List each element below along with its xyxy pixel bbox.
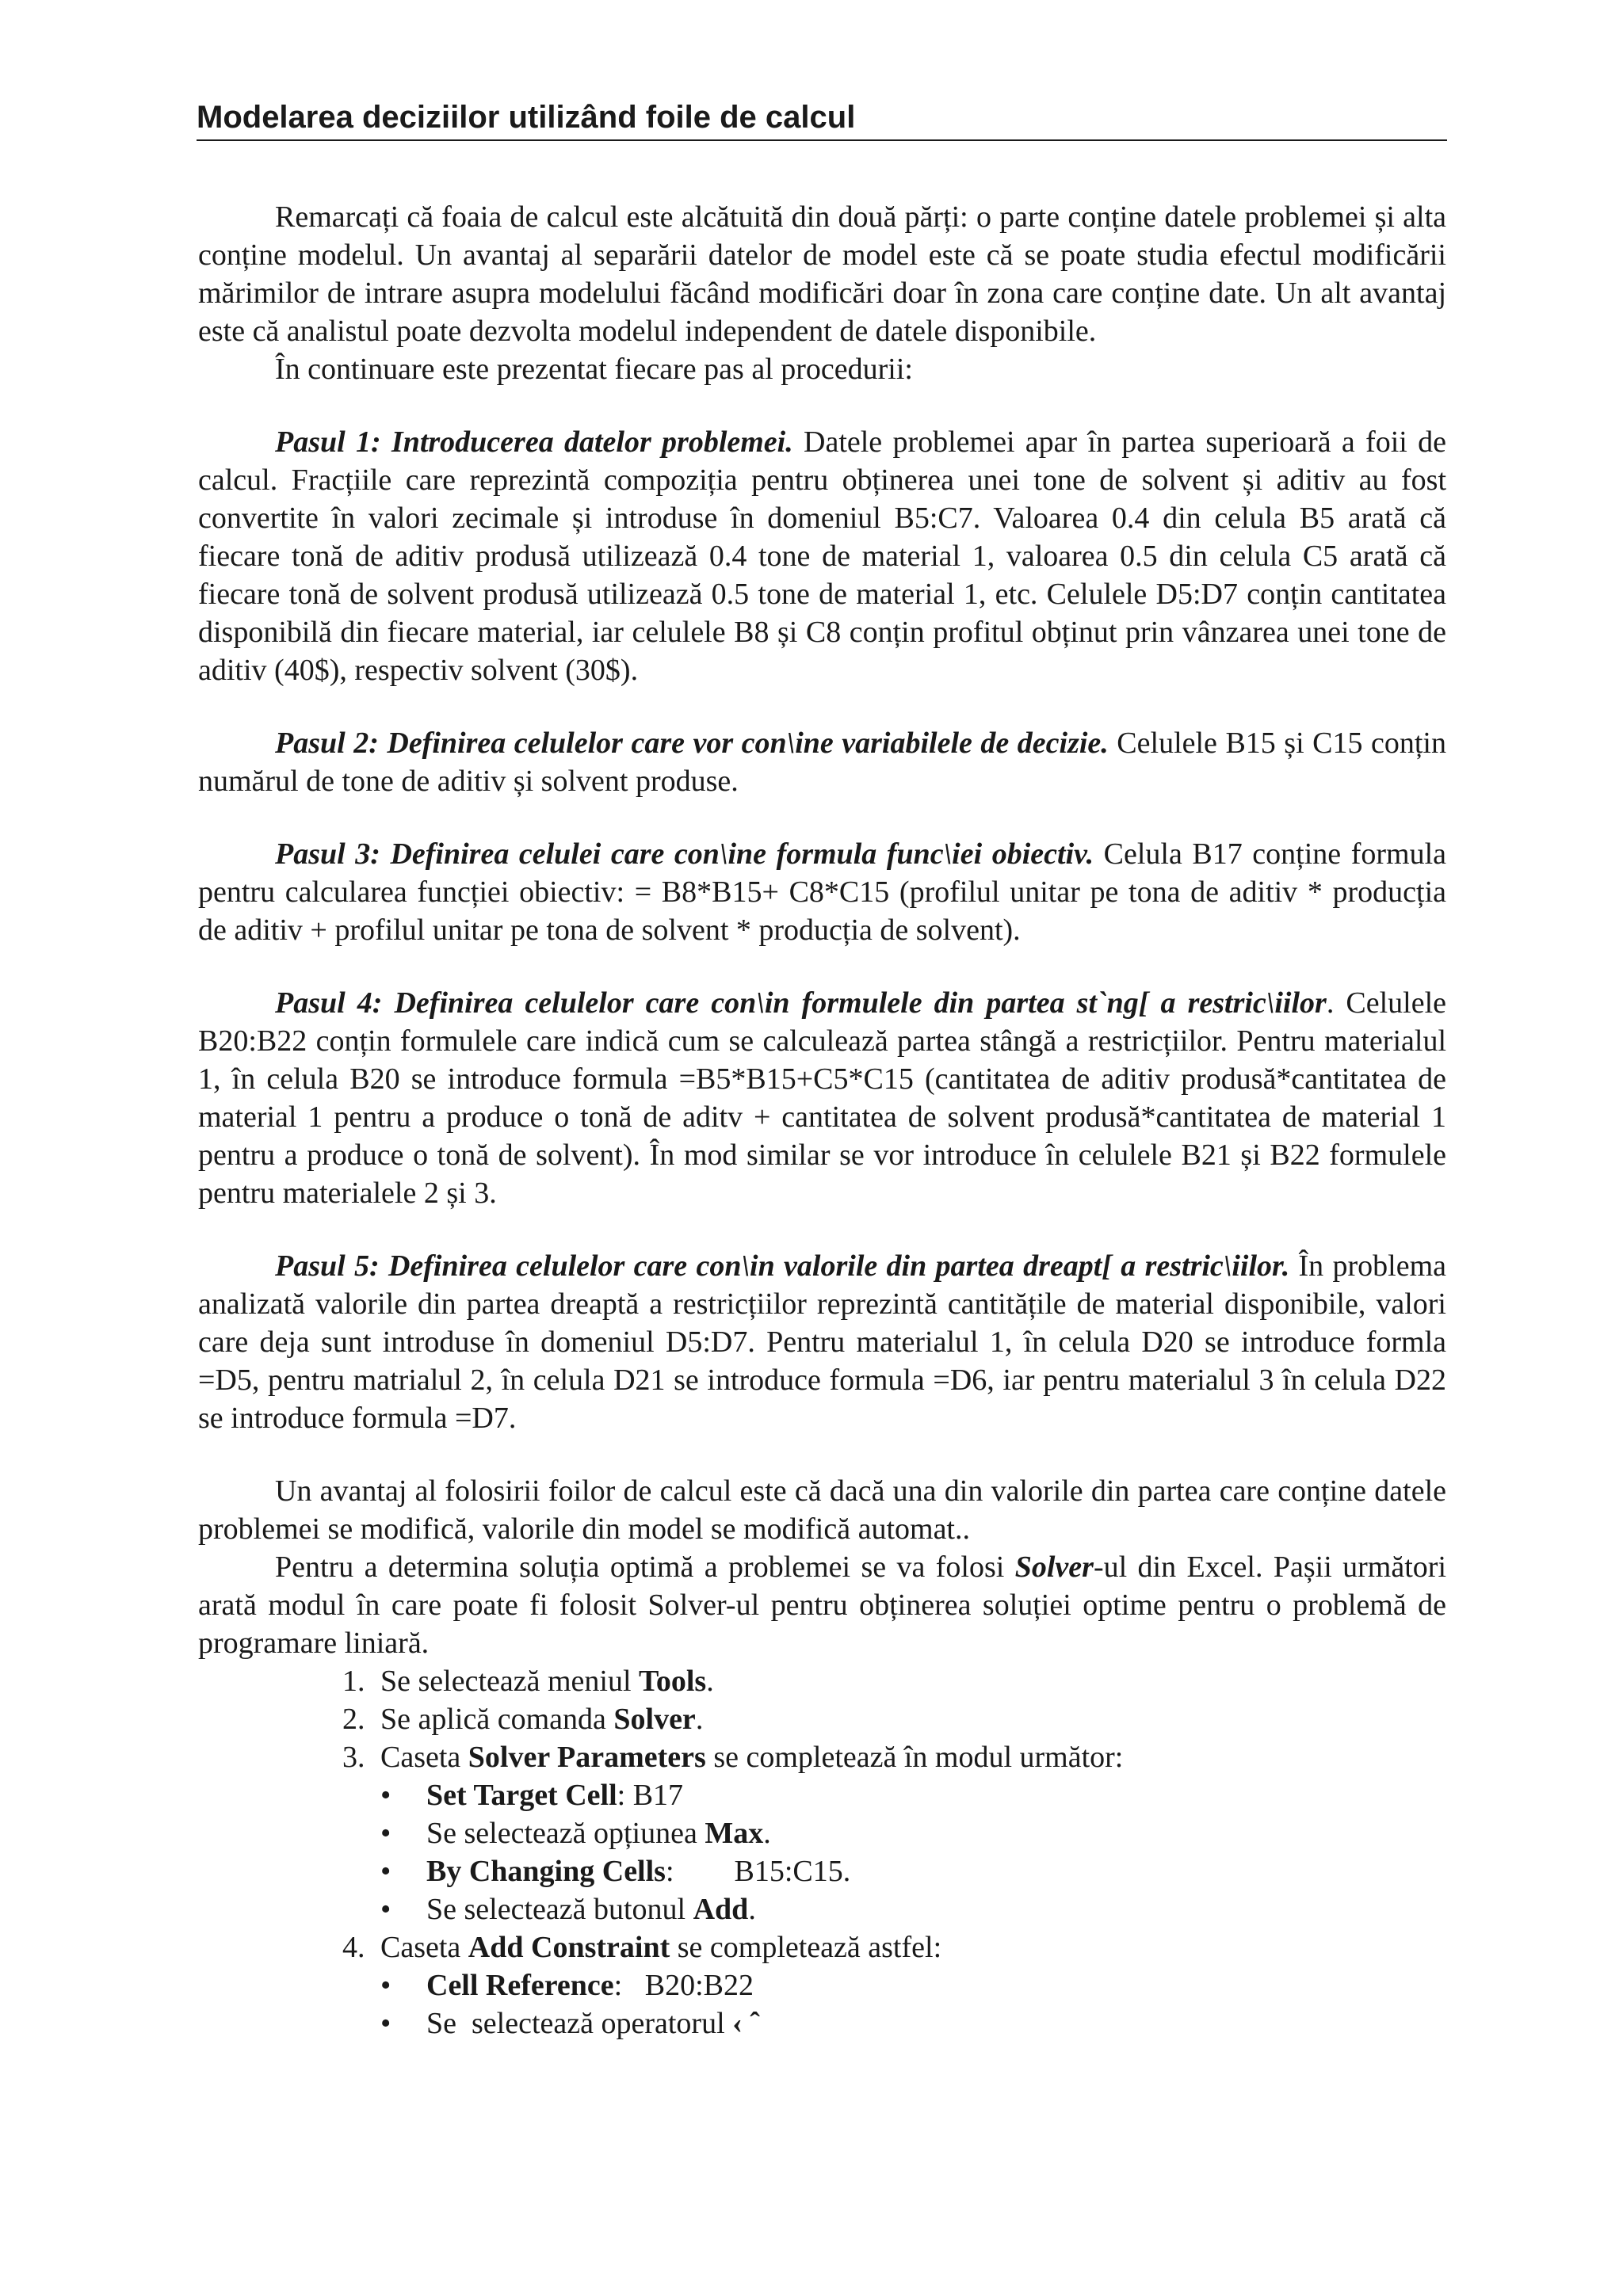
cell-reference-label: Cell Reference <box>426 1969 614 2002</box>
list-item-tools: 1. Se selectează meniul Tools. <box>372 1662 1446 1700</box>
header-rule <box>197 139 1447 141</box>
step-3-text: Celula B17 conține formula pentru calcularea funcției obiectiv: = B8*B15+ C8*C15 (profilul unitar pe tona de aditiv * producția de aditiv + profilul unitar pe tona de solvent * producția de solvent). <box>198 837 1446 947</box>
step-5-text: În problema analizată valorile din partea dreaptă a restricțiilor reprezintă cantitățile de material disponibile, valori care deja sunt introduse în domeniul D5:D7. Pentru materialul 1, în celula D20 se introduce formla =D5, pentru matrialul 2, în celula D21 se introduce formula =D6, iar pentru materialul 3 în celula D22 se introduce formula =D7. <box>198 1249 1446 1435</box>
step-2-heading: Pasul 2: Definirea celulelor care vor con\ine variabilele de decizie. <box>275 727 1109 760</box>
changing-cells-label: By Changing Cells <box>426 1855 666 1888</box>
intro-procedure-line: În continuare este prezentat fiecare pas al procedurii: <box>275 353 913 386</box>
sub-item-set-target-cell: • Set Target Cell: B17 <box>380 1776 1446 1814</box>
step-2-paragraph <box>198 724 1446 800</box>
sub-item-add: • Se selectează butonul Add. <box>380 1890 1446 1928</box>
step-5-paragraph <box>198 1247 1446 1437</box>
add-constraint-sublist <box>380 1966 1446 2042</box>
list-item-solver-parameters: 3. Caseta Solver Parameters se completează în modul următor: • Set Target Cell: B17 • Se selectează opțiunea Max. • By Changing Cells: B15:C15. • Se selectează butonul Add. <box>372 1738 1446 1928</box>
max-option-label: Max <box>705 1817 764 1850</box>
list-item-add-constraint: 4. Caseta Add Constraint se completează astfel: • Cell Reference: B20:B22 • Se selectează operatorul ‹ ˆ <box>372 1928 1446 2042</box>
solver-command-label: Solver <box>613 1703 696 1736</box>
intro-paragraph: Remarcați că foaia de calcul este alcătuită din două părți: o parte conține datele problemei și alta conține modelul. Un avantaj al separării datelor de model este că se poate studia efectul modificării mărimilor de intrare asupra modelului făcând modificări doar în zona care conține date. Un alt avantaj este că analistul poate dezvolta modelul independent de datele disponibile. <box>198 200 1446 348</box>
sub-item-operator: • Se selectează operatorul ‹ ˆ <box>380 2004 1446 2042</box>
step-1-heading: Pasul 1: Introducerea datelor problemei. <box>275 425 793 459</box>
solver-parameters-label: Solver Parameters <box>468 1741 706 1774</box>
set-target-cell-label: Set Target Cell <box>426 1779 617 1812</box>
step-1-text: Datele problemei apar în partea superioară a foii de calcul. Fracțiile care reprezintă compoziția pentru obținerea unei tone de solvent și aditiv au fost convertite în valori zecimale și introduse în domeniul B5:C7. Valoarea 0.4 din celula B5 arată că fiecare tonă de aditiv produsă utilizează 0.4 tone de material 1, valoarea 0.5 din celula C5 arată că fiecare tonă de solvent produsă utilizează 0.5 tone de material 1, etc. Celulele D5:D7 conțin cantitatea disponibilă din fiecare material, iar celulele B8 și C8 conțin profitul obținut prin vânzarea unei tone de aditiv (40$), respectiv solvent (30$). <box>198 425 1446 687</box>
step-5-heading: Pasul 5: Definirea celulelor care con\in valorile din partea dreapt[ a restric\iilor. <box>275 1249 1290 1283</box>
add-constraint-label: Add Constraint <box>468 1931 670 1964</box>
step-2-text: Celulele B15 și C15 conțin numărul de tone de aditiv și solvent produse. <box>198 727 1446 798</box>
running-header: Modelarea deciziilor utilizând foile de calcul <box>197 100 856 135</box>
step-4-paragraph <box>198 984 1446 1212</box>
operator-symbol: ‹ ˆ <box>732 2007 760 2040</box>
sub-item-changing-cells: • By Changing Cells: B15:C15. <box>380 1852 1446 1890</box>
tools-menu-label: Tools <box>639 1665 707 1698</box>
add-button-label: Add <box>693 1893 749 1926</box>
step-1-paragraph <box>198 423 1446 689</box>
solver-paragraph <box>198 1548 1446 1662</box>
sub-item-cell-reference: • Cell Reference: B20:B22 <box>380 1966 1446 2004</box>
outro-paragraph: Un avantaj al folosirii foilor de calcul este că dacă una din valorile din partea care conține datele problemei se modifică, valorile din model se modifică automat.. <box>198 1474 1446 1546</box>
solver-keyword: Solver <box>1014 1550 1094 1584</box>
solver-parameters-sublist <box>380 1776 1446 1928</box>
list-item-solver: 2. Se aplică comanda Solver. <box>372 1700 1446 1738</box>
step-3-heading: Pasul 3: Definirea celulei care con\ine formula func\iei obiectiv. <box>275 837 1094 871</box>
document-body <box>198 198 1446 2042</box>
solver-paragraph-text: Pentru a determina soluția optimă a problemei se va folosi <box>275 1550 1015 1584</box>
step-4-text: . Celulele B20:B22 conțin formulele care indică cum se calculează partea stângă a restricțiilor. Pentru materialul 1, în celula B20 se introduce formula =B5*B15+C5*C15 (cantitatea de aditiv produsă*cantitatea de material 1 pentru a produce o tonă de aditv + cantitatea de solvent produsă*cantitatea de material 1 pentru a produce o tonă de solvent). În mod similar se vor introduce în celulele B21 și B22 formulele pentru materialele 2 și 3. <box>198 986 1446 1210</box>
solver-paragraph-text-end: -ul din Excel. Pașii următori arată modul în care poate fi folosit Solver-ul pentru obținerea soluției optime pentru o problemă de programare liniară. <box>198 1550 1446 1660</box>
step-3-paragraph <box>198 835 1446 949</box>
sub-item-max: • Se selectează opțiunea Max. <box>380 1814 1446 1852</box>
step-4-heading: Pasul 4: Definirea celulelor care con\in formulele din partea st`ng[ a restric\iilor <box>275 986 1327 1020</box>
solver-steps-list <box>198 1662 1446 2042</box>
